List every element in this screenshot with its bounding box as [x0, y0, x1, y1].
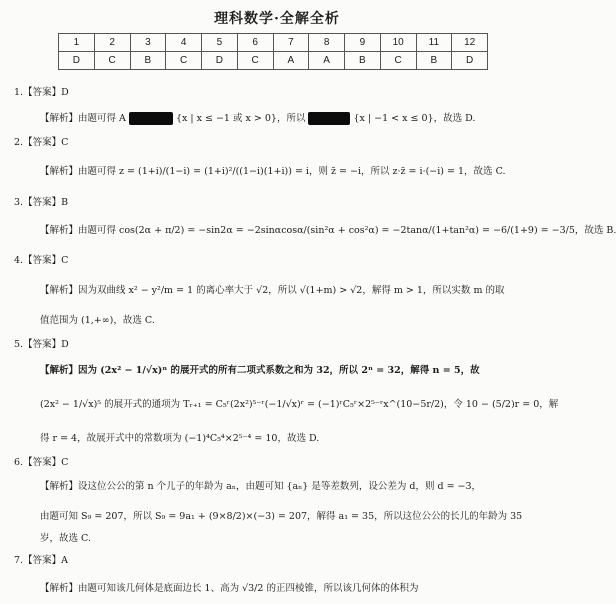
redaction-block — [308, 112, 350, 125]
answer-heading: 7.【答案】A — [14, 555, 68, 566]
explanation-text: 【解析】由题可得 A — [40, 113, 126, 124]
explanation-line: 【解析】因为 (2x² − 1/√x)ⁿ 的展开式的所有二项式系数之和为 32，所以 2ⁿ = 32，解得 n = 5，故 — [40, 365, 480, 376]
question-number: 4 — [166, 34, 202, 52]
answer-letter: C — [237, 52, 273, 70]
explanation-line: 岁，故选 C. — [40, 533, 91, 544]
answer-letter: B — [416, 52, 452, 70]
explanation-line: 【解析】由题可得 z = (1+i)/(1−i) = (1+i)²/((1−i)(1+i)) = i，则 z̄ = −i，所以 z·z̄ = i·(−i) = 1，故选 C. — [40, 166, 506, 177]
answer-heading: 4.【答案】C — [14, 255, 69, 266]
page-title: 理科数学·全解全析 — [214, 11, 340, 27]
answer-heading: 3.【答案】B — [14, 197, 69, 208]
explanation-line: 值范围为 (1,+∞)，故选 C. — [40, 315, 155, 326]
explanation-line: 【解析】由题可知该几何体是底面边长 1、高为 √3/2 的正四棱锥，所以该几何体的体积为 — [40, 583, 419, 594]
explanation-line: 【解析】因为双曲线 x² − y²/m = 1 的离心率大于 √2，所以 √(1+m) > √2，解得 m > 1，所以实数 m 的取 — [40, 285, 505, 296]
question-number: 7 — [273, 34, 309, 52]
answer-letter: D — [452, 52, 488, 70]
question-number: 10 — [380, 34, 416, 52]
answer-letter: B — [345, 52, 381, 70]
explanation-text: {x | −1 < x ≤ 0}，故选 D. — [353, 113, 476, 124]
answer-key-numbers-row — [59, 34, 488, 52]
redaction-block — [129, 112, 173, 125]
explanation-text: {x | x ≤ −1 或 x > 0}，所以 — [175, 113, 306, 124]
answer-key-answers-row — [59, 52, 488, 70]
answer-heading: 5.【答案】D — [14, 339, 69, 350]
question-number: 5 — [202, 34, 238, 52]
answer-heading: 6.【答案】C — [14, 457, 69, 468]
answer-letter: D — [202, 52, 238, 70]
answer-heading: 1.【答案】D — [14, 87, 69, 98]
explanation-line — [40, 110, 475, 125]
answer-letter: C — [94, 52, 130, 70]
explanation-line: (2x² − 1/√x)⁵ 的展开式的通项为 Tᵣ₊₁ = C₅ʳ(2x²)⁵⁻ʳ(−1/√x)ʳ = (−1)ʳC₅ʳ×2⁵⁻ʳx^(10−5r/2)，令 10 − (5/2)r = 0，解 — [40, 399, 559, 410]
answer-letter: A — [273, 52, 309, 70]
answer-letter: C — [380, 52, 416, 70]
question-number: 2 — [94, 34, 130, 52]
answer-letter: A — [309, 52, 345, 70]
answer-key-table — [58, 33, 488, 70]
question-number: 9 — [345, 34, 381, 52]
question-number: 8 — [309, 34, 345, 52]
question-number: 12 — [452, 34, 488, 52]
question-number: 6 — [237, 34, 273, 52]
explanation-line: 由题可知 S₉ = 207，所以 S₉ = 9a₁ + (9×8/2)×(−3) = 207，解得 a₁ = 35，所以这位公公的长儿的年龄为 35 — [40, 511, 523, 522]
explanation-line: 【解析】由题可得 cos(2α + π/2) = −sin2α = −2sinαcosα/(sin²α + cos²α) = −2tanα/(1+tan²α) = −6/(1+9) = −3/5，故选 B. — [40, 225, 616, 236]
answer-letter: C — [166, 52, 202, 70]
explanation-line: 【解析】设这位公公的第 n 个儿子的年龄为 aₙ，由题可知 {aₙ} 是等差数列，设公差为 d，则 d = −3， — [40, 481, 482, 492]
answer-letter: D — [59, 52, 95, 70]
question-number: 3 — [130, 34, 166, 52]
question-number: 11 — [416, 34, 452, 52]
answer-heading: 2.【答案】C — [14, 137, 69, 148]
question-number: 1 — [59, 34, 95, 52]
explanation-line: 得 r = 4，故展开式中的常数项为 (−1)⁴C₅⁴×2⁵⁻⁴ = 10，故选 D. — [40, 433, 320, 444]
answer-letter: B — [130, 52, 166, 70]
